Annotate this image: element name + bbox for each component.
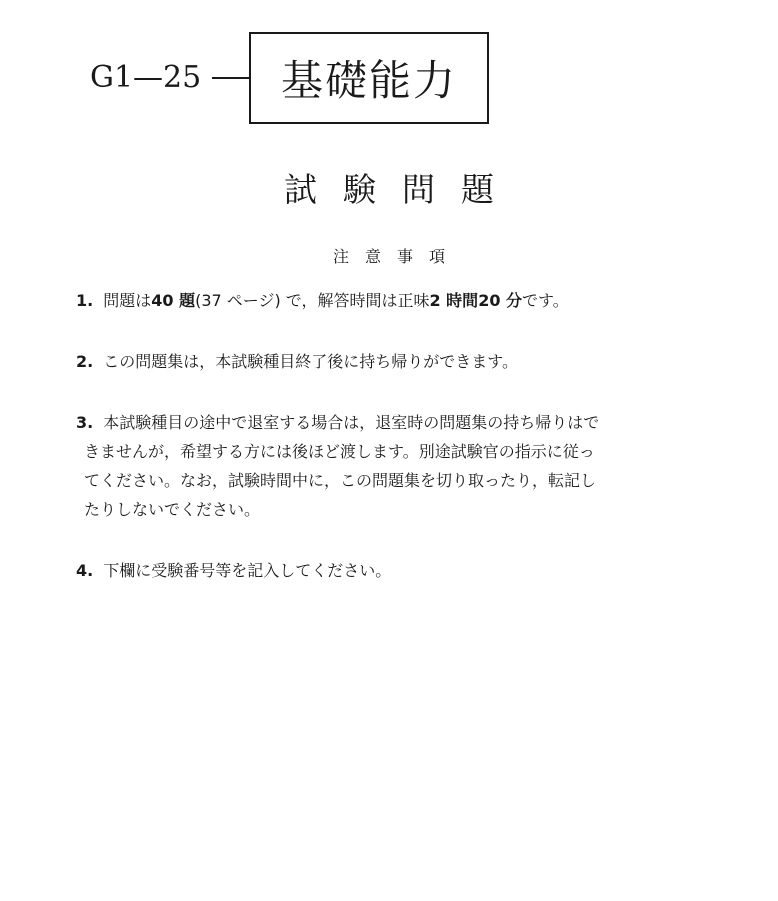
document-title: 試験問題 [284,170,520,209]
note-text: 問題は [103,291,152,310]
note-3 [76,408,686,524]
note-text: てください。なお，試験時間中に，この問題集を切り取ったり，転記し [84,471,597,490]
note-text: 本試験種目の途中で退室する場合は，退室時の問題集の持ち帰りはで [103,413,600,432]
note-number: 2. [76,352,94,371]
note-1 [76,286,686,315]
subject-box [249,32,489,124]
note-text: この問題集は，本試験種目終了後に持ち帰りができます。 [103,352,518,371]
time-hours: 2 時間 [429,291,479,310]
note-4 [76,556,686,585]
note-number: 3. [76,413,94,432]
header-connector-line [212,77,250,79]
question-count: 40 題 [151,291,196,310]
note-2 [76,347,686,376]
time-minutes: 20 分 [478,291,523,310]
exam-code: G1—25 [90,60,202,95]
note-text: です。 [522,291,569,310]
note-number: 1. [76,291,94,310]
note-number: 4. [76,561,94,580]
subject-title: 基礎能力 [280,56,457,105]
note-text: たりしないでください。 [84,500,261,519]
note-text: (37 ページ) で，解答時間は正味 [195,291,430,310]
notes-heading: 注意事項 [332,247,461,266]
note-text: きませんが，希望する方には後ほど渡します。別途試験官の指示に従っ [84,442,595,461]
note-text: 下欄に受験番号等を記入してください。 [103,561,392,580]
